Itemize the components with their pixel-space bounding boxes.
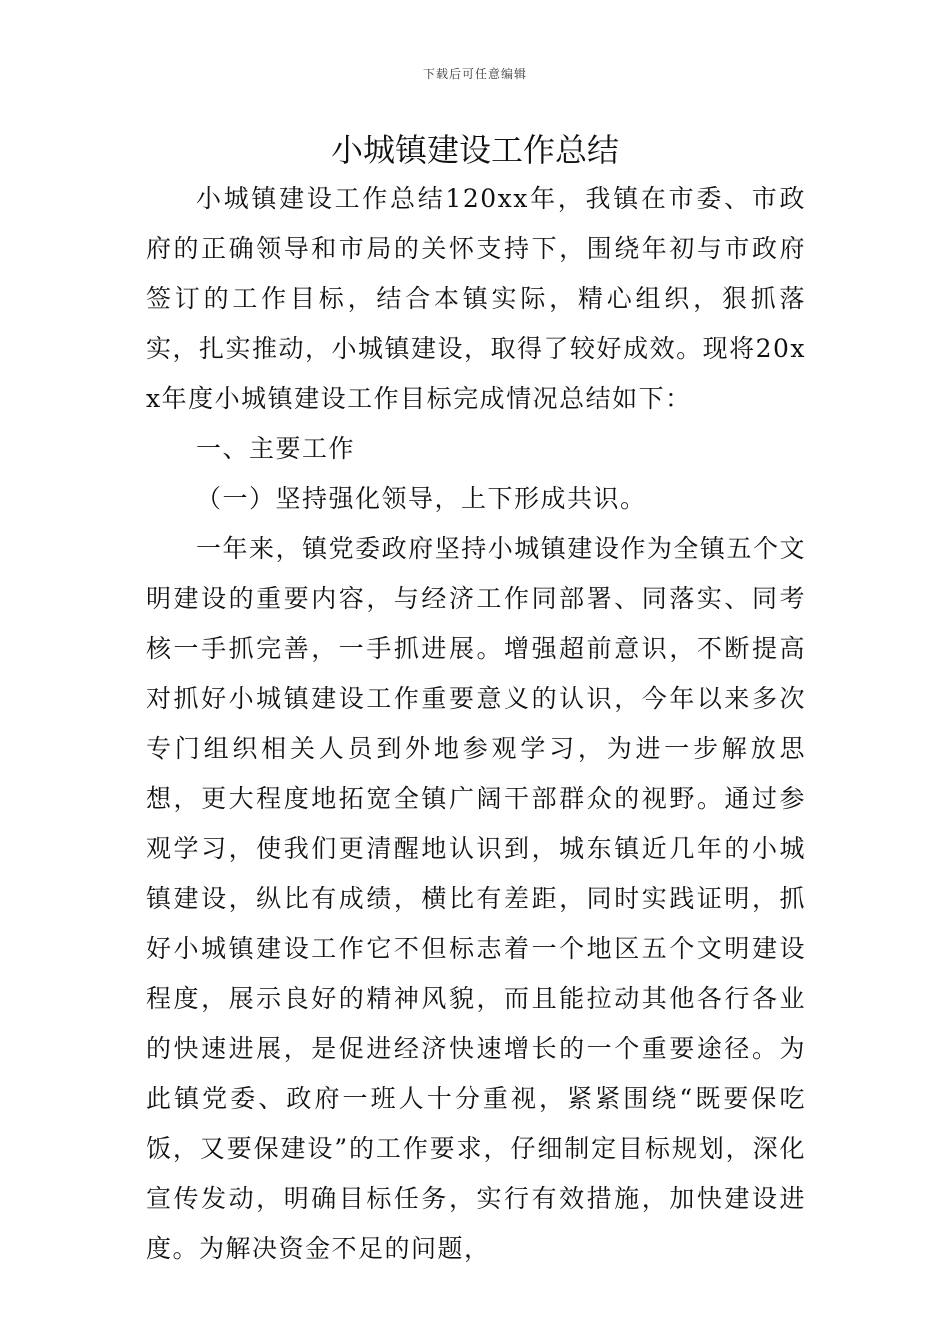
document-title: 小城镇建设工作总结	[330, 131, 619, 169]
section-heading-main-work: 一、主要工作	[196, 434, 356, 463]
document-body	[146, 174, 806, 1274]
paragraph-leadership-detail: 一年来，镇党委政府坚持小城镇建设作为全镇五个文明建设的重要内容，与经济工作同部署、同落实、同考核一手抓完善，一手抓进展。增强超前意识，不断提高对抓好小城镇建设工作重要意义的认识，今年以来多次专门组织相关人员到外地参观学习，为进一步解放思想，更大程度地拓宽全镇广阔干部群众的视野。通过参观学习，使我们更清醒地认识到，城东镇近几年的小城镇建设，纵比有成绩，横比有差距，同时实践证明，抓好小城镇建设工作它不但标志着一个地区五个文明建设程度，展示良好的精神风貌，而且能拉动其他各行各业的快速进展，是促进经济快速增长的一个重要途径。为此镇党委、政府一班人十分重视，紧紧围绕“既要保吃饭，又要保建设”的工作要求，仔细制定目标规划，深化宣传发动，明确目标任务，实行有效措施，加快建设进度。为解决资金不足的问题，	[146, 534, 806, 1263]
paragraph-intro: 小城镇建设工作总结120xx年，我镇在市委、市政府的正确领导和市局的关怀支持下，围绕年初与市政府签订的工作目标，结合本镇实际，精心组织，狠抓落实，扎实推动，小城镇建设，取得了较好成效。现将20xx年度小城镇建设工作目标完成情况总结如下：	[146, 184, 806, 413]
subsection-heading-leadership: （一）坚持强化领导，上下形成共识。	[196, 484, 647, 513]
page-header-note: 下载后可任意编辑	[422, 67, 527, 81]
